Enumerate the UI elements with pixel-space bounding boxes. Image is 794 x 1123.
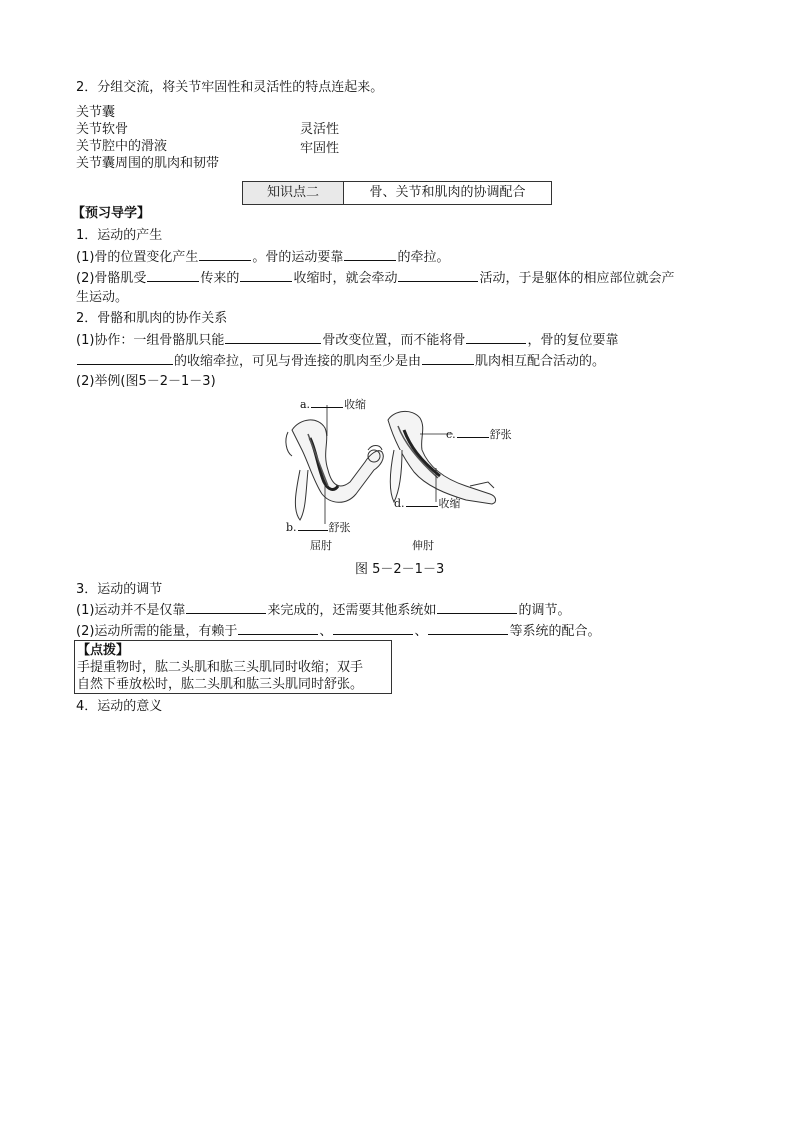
q1-heading: 1．运动的产生 (76, 228, 163, 243)
q4-heading: 4．运动的意义 (76, 699, 163, 714)
figure-label-a: a. 收缩 (300, 398, 367, 411)
figure-label-d: d. 收缩 (394, 497, 461, 510)
q3-l1c: 的调节。 (518, 603, 571, 618)
blank-q1-5[interactable] (398, 269, 478, 282)
left-item-synovial-fluid: 关节腔中的滑液 (76, 139, 168, 154)
figure-caption-extend: 伸肘 (412, 539, 434, 552)
q2-l2a: 的收缩牵拉，可见与骨连接的肌肉至少是由 (174, 354, 422, 369)
blank-q2-3[interactable] (77, 352, 173, 365)
q2-line2 (76, 352, 605, 371)
arm-figure (270, 390, 530, 555)
blank-q1-2[interactable] (344, 248, 396, 261)
blank-q1-3[interactable] (147, 269, 199, 282)
q1-line1 (76, 248, 449, 267)
figure-label-c: c. 舒张 (446, 428, 512, 441)
q3-sep2: 、 (414, 624, 428, 639)
blank-q3-5[interactable] (428, 622, 508, 635)
tip-box (74, 640, 392, 694)
q1-l1c: 的牵拉。 (397, 250, 450, 265)
right-item-firmness: 牢固性 (300, 141, 340, 156)
q3-sep1: 、 (319, 624, 333, 639)
tip-title: 【点拨】 (77, 643, 130, 658)
q2-line1 (76, 331, 618, 350)
preview-title: 【预习导学】 (72, 206, 151, 221)
q1-l1b: 。骨的运动要靠 (252, 250, 344, 265)
q1-l2b: 传来的 (200, 271, 240, 286)
left-item-cartilage: 关节软骨 (76, 122, 129, 137)
knowledge-point-title: 骨、关节和肌肉的协调配合 (369, 185, 526, 200)
blank-q2-1[interactable] (225, 331, 321, 344)
right-item-flexibility: 灵活性 (300, 122, 340, 137)
q2-l1a: (1)协作：一组骨骼肌只能 (76, 333, 225, 348)
figure-caption: 图 5－2－1－3 (355, 562, 445, 577)
blank-q3-1[interactable] (186, 601, 266, 614)
left-item-joint-capsule: 关节囊 (76, 105, 116, 120)
tip-line1: 手提重物时，肱二头肌和肱三头肌同时收缩；双手 (77, 660, 364, 675)
q2-l1b: 骨改变位置，而不能将骨 (322, 333, 466, 348)
q2-l1c: ，骨的复位要靠 (527, 333, 619, 348)
q1-l2a: (2)骨骼肌受 (76, 271, 147, 286)
q3-line1 (76, 601, 570, 620)
blank-q1-1[interactable] (199, 248, 251, 261)
q2-l2b: 肌肉相互配合活动的。 (475, 354, 606, 369)
q3-l2b: 等系统的配合。 (509, 624, 601, 639)
blank-q3-2[interactable] (437, 601, 517, 614)
blank-q3-4[interactable] (333, 622, 413, 635)
section2-heading: 2．分组交流，将关节牢固性和灵活性的特点连起来。 (76, 80, 384, 95)
q3-heading: 3．运动的调节 (76, 582, 163, 597)
blank-q3-3[interactable] (238, 622, 318, 635)
flexed-arm-drawing (286, 420, 383, 520)
knowledge-point-box (242, 181, 552, 205)
q2-heading: 2．骨骼和肌肉的协作关系 (76, 311, 228, 326)
q1-l2d: 活动，于是躯体的相应部位就会产 (479, 271, 675, 286)
q2-line3: (2)举例(图5－2－1－3) (76, 374, 216, 389)
q1-l2c: 收缩时，就会牵动 (293, 271, 398, 286)
tip-line2: 自然下垂放松时，肱二头肌和肱三头肌同时舒张。 (77, 677, 364, 692)
blank-q1-4[interactable] (240, 269, 292, 282)
blank-q2-2[interactable] (466, 331, 526, 344)
knowledge-point-label: 知识点二 (243, 182, 344, 204)
left-item-muscles-ligaments: 关节囊周围的肌肉和韧带 (76, 156, 220, 171)
q1-l1a: (1)骨的位置变化产生 (76, 250, 199, 265)
q1-line2 (76, 269, 674, 288)
q1-line3: 生运动。 (76, 290, 129, 305)
q3-line2 (76, 622, 600, 641)
blank-q2-4[interactable] (422, 352, 474, 365)
figure-label-b: b. 舒张 (286, 521, 351, 534)
figure-caption-flex: 屈肘 (310, 539, 332, 552)
q3-l1a: (1)运动并不是仅靠 (76, 603, 186, 618)
q3-l2a: (2)运动所需的能量，有赖于 (76, 624, 238, 639)
q3-l1b: 来完成的，还需要其他系统如 (267, 603, 437, 618)
